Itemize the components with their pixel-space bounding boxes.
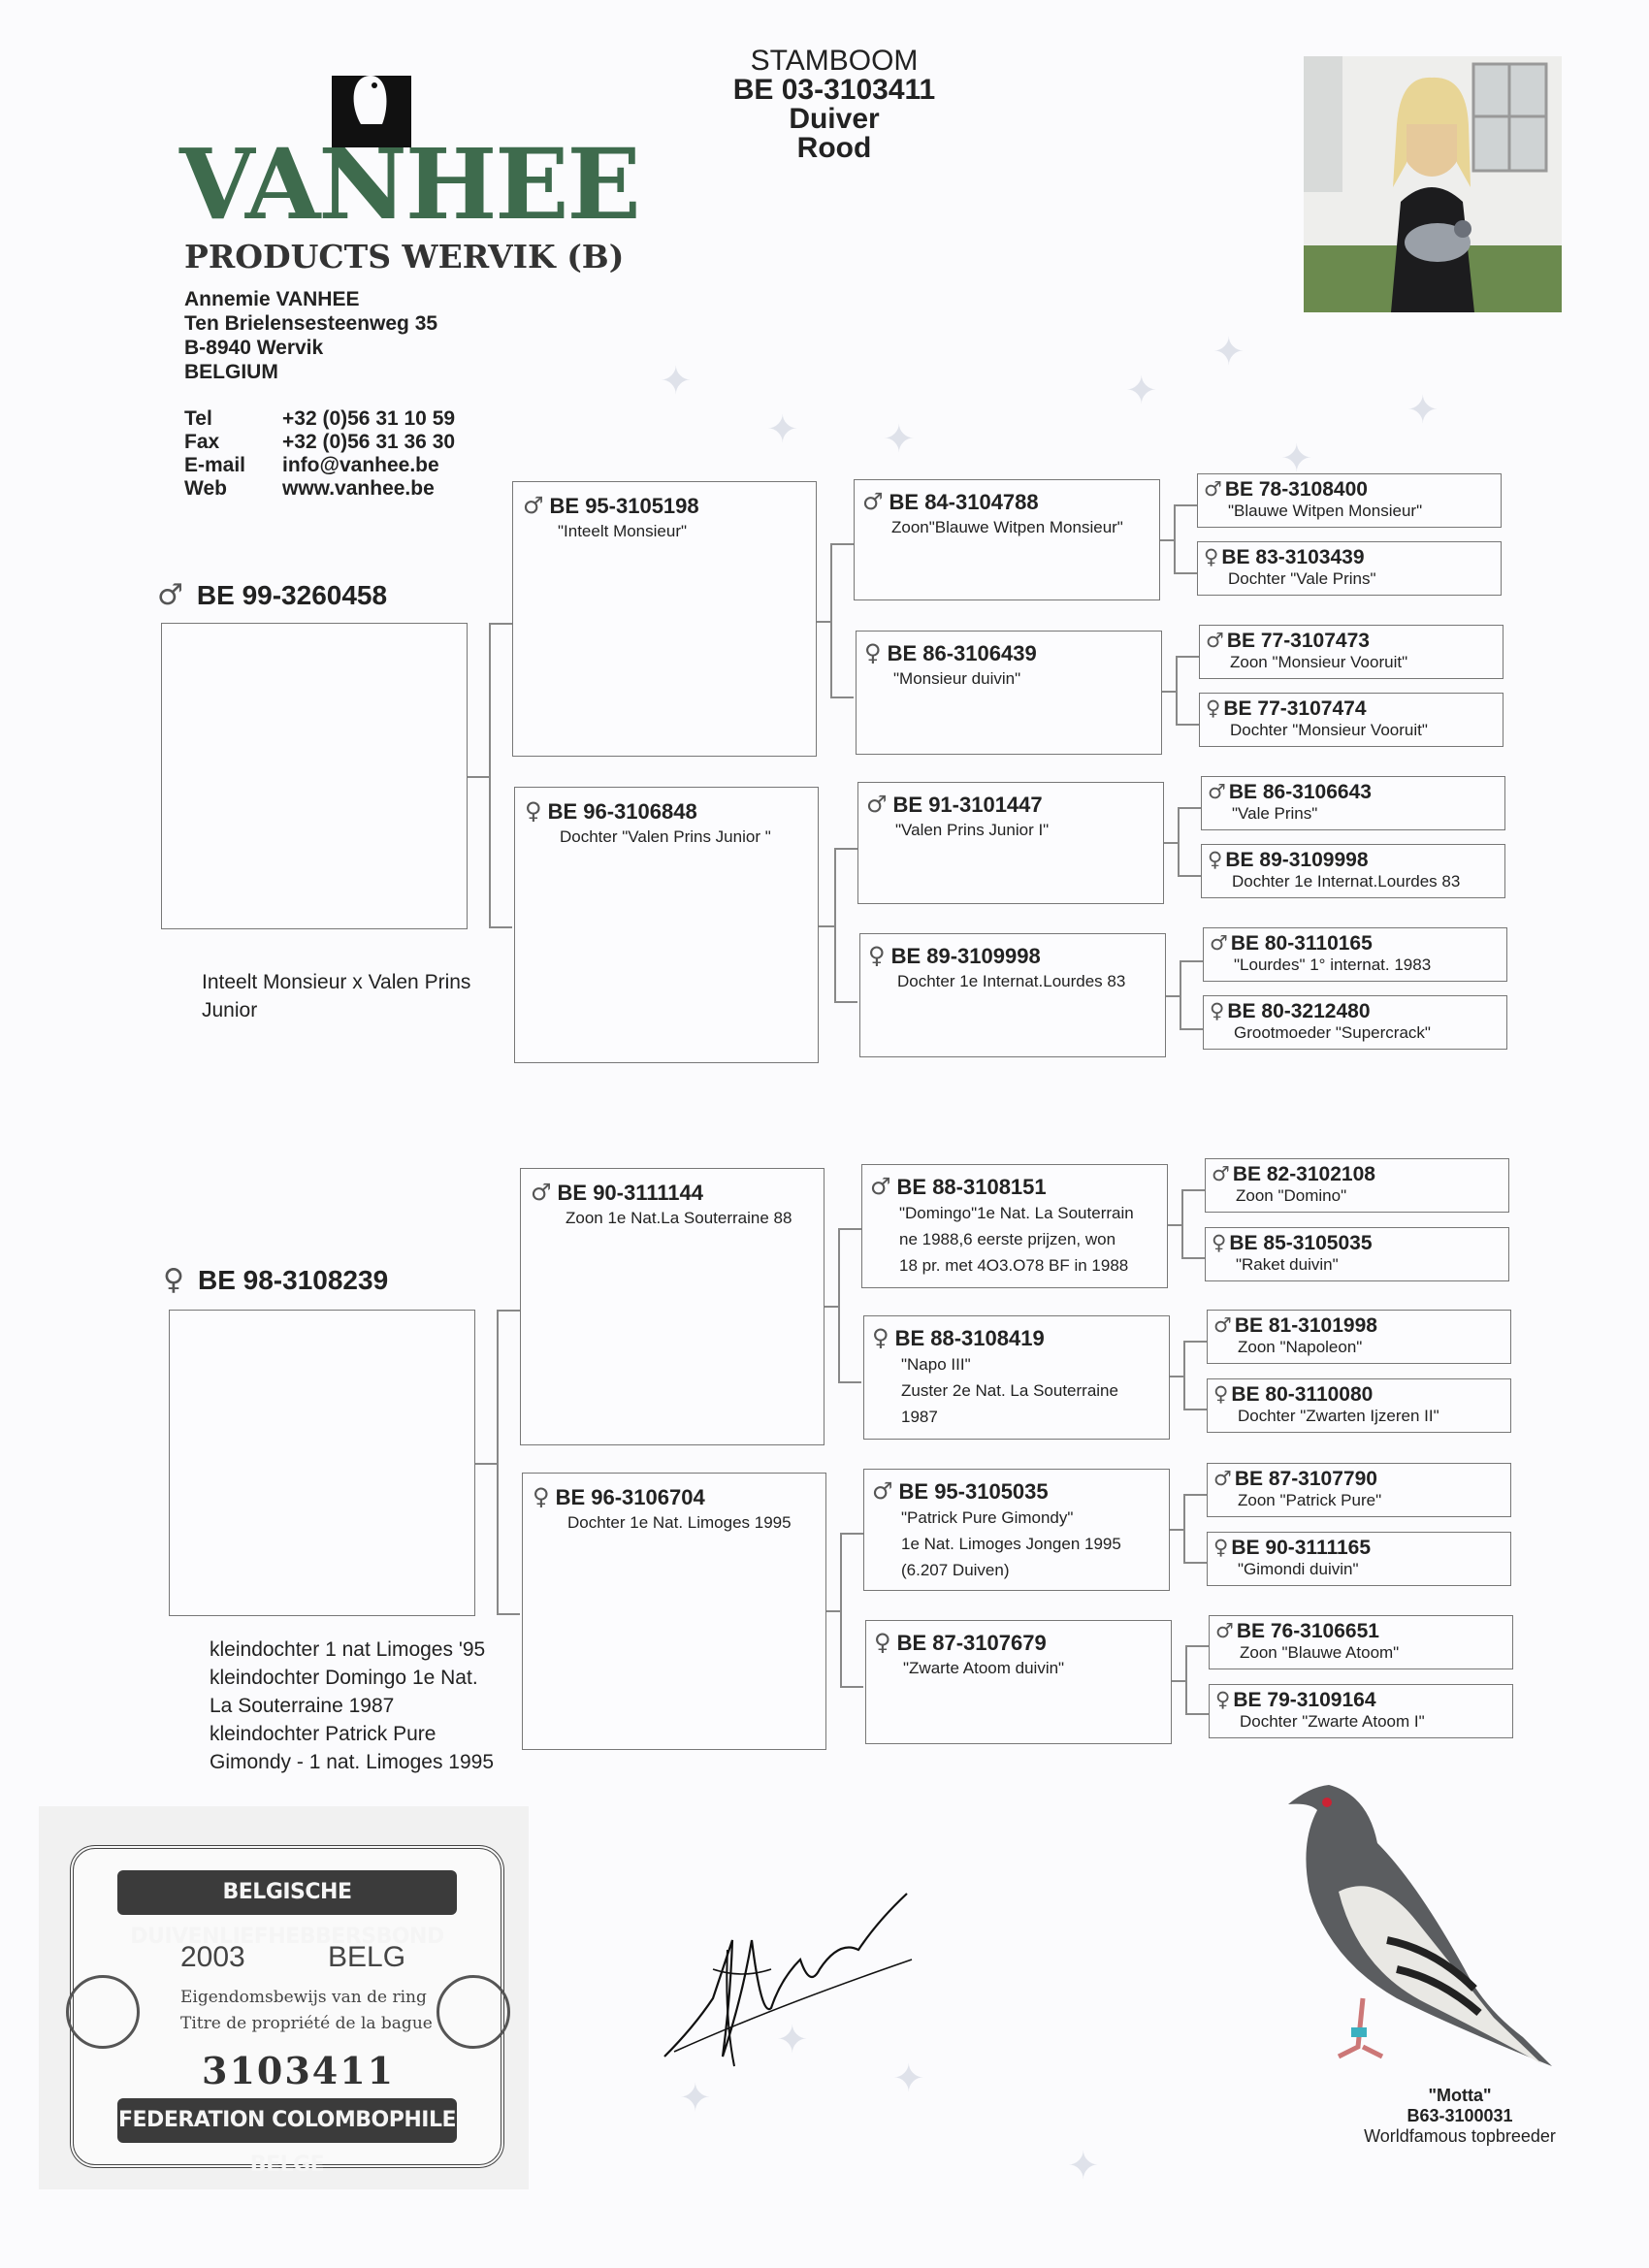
ring-number: BE 81-3101998 xyxy=(1234,1314,1377,1337)
male-symbol-icon: ♂ xyxy=(1213,1313,1232,1337)
contact-email-link[interactable]: info@vanhee.be xyxy=(282,454,439,476)
ring-number: BE 83-3103439 xyxy=(1221,546,1365,568)
connector-line xyxy=(1181,1189,1183,1257)
connector-line xyxy=(1174,504,1176,572)
connector-line xyxy=(1170,1376,1183,1377)
pedigree-box-gen3 xyxy=(1205,1227,1509,1281)
ring-number: BE 87-3107679 xyxy=(896,1631,1047,1655)
ring-certificate xyxy=(39,1806,529,2189)
ring-number: BE 86-3106439 xyxy=(887,641,1037,665)
description-line: "Patrick Pure Gimondy" xyxy=(901,1508,1074,1527)
female-symbol-icon: ♀ xyxy=(525,797,542,825)
connector-line xyxy=(830,543,854,545)
female-symbol-icon: ♀ xyxy=(533,1483,550,1510)
sire-ring-number: BE 99-3260458 xyxy=(196,580,388,610)
connector-line xyxy=(1183,1562,1207,1564)
connector-line xyxy=(1183,1341,1185,1409)
connector-line xyxy=(489,623,491,926)
male-symbol-icon: ♂ xyxy=(866,791,888,818)
connector-line xyxy=(1183,1494,1185,1562)
male-symbol-icon: ♂ xyxy=(862,488,884,515)
ring-number: BE 89-3109998 xyxy=(890,944,1041,968)
pedigree-box-gen3 xyxy=(1207,1378,1511,1433)
ring-number: BE 86-3106643 xyxy=(1228,781,1372,803)
certificate-ring-number: 3103411 xyxy=(202,2049,396,2092)
note-line: kleindochter 1 nat Limoges '95 xyxy=(210,1638,486,1661)
background-bird-icon: ✦ xyxy=(1280,437,1313,481)
connector-line xyxy=(1172,1680,1185,1682)
description-line: "Gimondi duivin" xyxy=(1238,1560,1359,1578)
ring-number: BE 03-3103411 xyxy=(732,74,936,106)
ring-number: BE 87-3107790 xyxy=(1234,1468,1377,1490)
connector-line xyxy=(834,1001,857,1003)
background-bird-icon: ✦ xyxy=(883,417,916,462)
contact-value: +32 (0)56 31 10 59 xyxy=(282,407,456,430)
ring-number: BE 96-3106848 xyxy=(547,799,697,824)
female-symbol-icon: ♀ xyxy=(1213,1382,1229,1406)
connector-line xyxy=(475,1463,497,1465)
male-symbol-icon: ♂ xyxy=(523,492,544,519)
connector-line xyxy=(819,925,834,927)
company-contact xyxy=(184,407,455,501)
male-symbol-icon: ♂ xyxy=(1204,477,1222,501)
connector-line xyxy=(497,1310,499,1613)
connector-line xyxy=(1185,1713,1209,1715)
pigeon-motta-image xyxy=(1271,1775,1562,2095)
background-bird-icon: ✦ xyxy=(1212,330,1245,374)
connector-line xyxy=(1176,724,1199,726)
pedigree-box-gen3 xyxy=(1199,693,1504,747)
pedigree-title-block xyxy=(718,47,951,163)
dam-photo-placeholder xyxy=(169,1310,475,1616)
connector-line xyxy=(1180,1028,1203,1030)
pedigree-box-gen3 xyxy=(1207,1532,1511,1586)
ring-number: BE 77-3107473 xyxy=(1226,630,1370,652)
dam-note xyxy=(210,1636,494,1776)
connector-line xyxy=(817,621,830,623)
connector-line xyxy=(824,1306,838,1308)
female-symbol-icon: ♀ xyxy=(1206,697,1221,720)
dam-ring-number: BE 98-3108239 xyxy=(197,1265,389,1295)
description-line: "Monsieur duivin" xyxy=(893,669,1021,688)
certificate-footer: FEDERATION COLOMBOPHILE BELGE xyxy=(117,2098,457,2143)
male-symbol-icon: ♂ xyxy=(1213,1467,1232,1490)
note-line: La Souterraine 1987 xyxy=(210,1695,395,1717)
connector-line xyxy=(1183,1409,1207,1410)
pedigree-box-gen2 xyxy=(863,1315,1170,1440)
connector-line xyxy=(1174,504,1197,506)
description-line: "Vale Prins" xyxy=(1232,804,1318,823)
certificate-line-nl: Eigendomsbewijs van de ring xyxy=(180,1988,427,2007)
male-symbol-icon: ♂ xyxy=(157,578,183,612)
description-line: Dochter 1e Internat.Lourdes 83 xyxy=(897,972,1126,990)
breeder-caption-text: Worldfamous topbreeder xyxy=(1364,2126,1556,2146)
connector-line xyxy=(1180,960,1203,962)
pedigree-box-dam-dam xyxy=(522,1473,826,1750)
pedigree-box-gen2 xyxy=(865,1620,1172,1744)
connector-line xyxy=(1185,1645,1187,1713)
ring-number: BE 96-3106704 xyxy=(555,1485,705,1509)
contact-label: Tel xyxy=(184,407,212,430)
description-line: "Valen Prins Junior I" xyxy=(895,821,1050,839)
description-line: "Zwarte Atoom duivin" xyxy=(903,1659,1065,1677)
pedigree-box-gen3 xyxy=(1209,1615,1513,1669)
ring-number: BE 95-3105035 xyxy=(898,1479,1049,1504)
note-line: kleindochter Domingo 1e Nat. xyxy=(210,1667,478,1689)
address-line: Ten Brielensesteenweg 35 xyxy=(184,312,438,335)
certificate-line-fr: Titre de propriété de la bague xyxy=(180,2014,433,2033)
pedigree-box-gen3 xyxy=(1205,1158,1509,1213)
connector-line xyxy=(489,623,512,625)
pedigree-box-gen2 xyxy=(854,479,1160,600)
connector-line xyxy=(497,1310,520,1312)
female-symbol-icon: ♀ xyxy=(1212,1231,1227,1254)
description-line: "Blauwe Witpen Monsieur" xyxy=(1228,502,1423,520)
background-bird-icon: ✦ xyxy=(766,407,799,452)
connector-line xyxy=(1180,960,1181,1028)
connector-line xyxy=(468,776,489,778)
male-symbol-icon: ♂ xyxy=(1215,1619,1234,1642)
connector-line xyxy=(1178,875,1201,877)
connector-line xyxy=(1164,842,1178,844)
description-line: Grootmoeder "Supercrack" xyxy=(1234,1023,1431,1042)
pedigree-box-gen2 xyxy=(856,631,1162,755)
female-symbol-icon: ♀ xyxy=(1213,1536,1229,1559)
description-line: Zoon "Domino" xyxy=(1236,1186,1347,1205)
connector-line xyxy=(1176,656,1178,724)
description-line: "Lourdes" 1° internat. 1983 xyxy=(1234,956,1432,974)
breeder-photo xyxy=(1304,56,1562,312)
description-line: Dochter "Vale Prins" xyxy=(1228,569,1376,588)
note-line: Junior xyxy=(202,999,258,1021)
female-symbol-icon: ♀ xyxy=(874,1629,891,1656)
connector-line xyxy=(840,1533,842,1688)
description-line: 1e Nat. Limoges Jongen 1995 xyxy=(901,1535,1121,1553)
connector-line xyxy=(497,1613,520,1615)
male-symbol-icon: ♂ xyxy=(1210,931,1228,955)
description-line: Zoon "Patrick Pure" xyxy=(1238,1491,1382,1509)
address-line: Annemie VANHEE xyxy=(184,288,360,310)
pedigree-box-gen3 xyxy=(1203,995,1507,1050)
pedigree-box-gen2 xyxy=(859,933,1166,1057)
connector-line xyxy=(840,1533,863,1535)
ring-number: BE 77-3107474 xyxy=(1223,697,1367,720)
company-subtitle: PRODUCTS WERVIK (B) xyxy=(184,238,625,275)
pedigree-box-gen3 xyxy=(1197,473,1502,528)
ornament-rosette-icon xyxy=(436,1975,510,2049)
handwritten-signature xyxy=(655,1882,917,2076)
female-symbol-icon: ♀ xyxy=(163,1263,184,1297)
description-line: ne 1988,6 eerste prijzen, won xyxy=(899,1230,1116,1248)
pedigree-box-gen2 xyxy=(857,782,1164,904)
ring-number: BE 90-3111165 xyxy=(1231,1537,1372,1559)
sire-note xyxy=(202,968,470,1024)
pedigree-box-gen3 xyxy=(1207,1463,1511,1517)
pedigree-box-gen3 xyxy=(1199,625,1504,679)
company-address xyxy=(184,287,437,384)
ring-number: BE 80-3110080 xyxy=(1231,1383,1374,1406)
sire-root-id xyxy=(157,578,387,612)
ring-number: BE 76-3106651 xyxy=(1236,1620,1379,1642)
ring-number: BE 90-3111144 xyxy=(557,1181,703,1205)
pedigree-box-gen2 xyxy=(861,1164,1168,1288)
description-line: Zuster 2e Nat. La Souterraine xyxy=(901,1381,1118,1400)
connector-line xyxy=(1166,995,1180,997)
description-line: 18 pr. met 4O3.O78 BF in 1988 xyxy=(899,1256,1129,1275)
ornament-rosette-icon xyxy=(66,1975,140,2049)
connector-line xyxy=(1170,1529,1183,1531)
breeder-ring: B63-3100031 xyxy=(1406,2106,1513,2125)
ring-number: BE 91-3101447 xyxy=(892,793,1043,817)
description-line: Dochter "Valen Prins Junior " xyxy=(560,827,771,846)
pigeon-color: Rood xyxy=(796,132,872,164)
ring-number: BE 88-3108419 xyxy=(894,1326,1045,1350)
background-bird-icon: ✦ xyxy=(776,2018,809,2062)
note-line: kleindochter Patrick Pure xyxy=(210,1723,436,1745)
note-line: Inteelt Monsieur x Valen Prins xyxy=(202,971,471,993)
connector-line xyxy=(1178,807,1180,875)
male-symbol-icon: ♂ xyxy=(870,1173,891,1200)
pedigree-box-gen3 xyxy=(1203,927,1507,982)
male-symbol-icon: ♂ xyxy=(531,1179,552,1206)
company-logo-text: VANHEE xyxy=(179,127,639,242)
description-line: "Raket duivin" xyxy=(1236,1255,1339,1274)
description-line: Zoon "Monsieur Vooruit" xyxy=(1230,653,1408,671)
ring-number: BE 78-3108400 xyxy=(1224,478,1368,501)
pedigree-box-gen3 xyxy=(1207,1310,1511,1364)
connector-line xyxy=(1183,1494,1207,1496)
connector-line xyxy=(1160,539,1174,541)
connector-line xyxy=(840,1686,863,1688)
ring-number: BE 80-3212480 xyxy=(1227,1000,1371,1022)
female-symbol-icon: ♀ xyxy=(868,942,886,969)
pedigree-box-sire-dam xyxy=(514,787,819,1063)
description-line: "Inteelt Monsieur" xyxy=(558,522,688,540)
description-line: 1987 xyxy=(901,1408,938,1426)
female-symbol-icon: ♀ xyxy=(872,1324,889,1351)
pedigree-box-gen3 xyxy=(1201,844,1505,898)
contact-web-link[interactable]: www.vanhee.be xyxy=(282,477,435,500)
description-line: Zoon"Blauwe Witpen Monsieur" xyxy=(891,518,1123,536)
description-line: Dochter "Zwarte Atoom I" xyxy=(1240,1712,1425,1731)
dam-root-id xyxy=(163,1263,388,1297)
address-line: BELGIUM xyxy=(184,361,278,383)
ring-number: BE 85-3105035 xyxy=(1229,1232,1373,1254)
connector-line xyxy=(838,1381,861,1383)
female-symbol-icon: ♀ xyxy=(1204,545,1219,568)
pedigree-box-gen2 xyxy=(863,1469,1170,1591)
description-line: Dochter 1e Internat.Lourdes 83 xyxy=(1232,872,1461,891)
description-line: Dochter "Zwarten Ijzeren II" xyxy=(1238,1407,1439,1425)
connector-line xyxy=(1185,1645,1209,1647)
connector-line xyxy=(830,543,832,698)
background-bird-icon: ✦ xyxy=(1406,388,1439,433)
ring-number: BE 88-3108151 xyxy=(896,1175,1047,1199)
connector-line xyxy=(834,848,857,850)
description-line: Zoon "Napoleon" xyxy=(1238,1338,1363,1356)
female-symbol-icon: ♀ xyxy=(1208,848,1223,871)
background-bird-icon: ✦ xyxy=(660,359,693,404)
ring-number: BE 79-3109164 xyxy=(1233,1689,1376,1711)
connector-line xyxy=(838,1228,840,1383)
background-bird-icon: ✦ xyxy=(892,2057,925,2101)
background-bird-icon: ✦ xyxy=(1125,369,1158,413)
connector-line xyxy=(1183,1341,1207,1343)
ring-number: BE 95-3105198 xyxy=(549,494,699,518)
connector-line xyxy=(1174,572,1197,574)
description-line: (6.207 Duiven) xyxy=(901,1561,1010,1579)
certificate-country: BELG xyxy=(328,1941,406,1973)
female-symbol-icon: ♀ xyxy=(1210,999,1225,1022)
male-symbol-icon: ♂ xyxy=(1208,780,1226,803)
certificate-year: 2003 xyxy=(180,1941,245,1973)
pedigree-box-sire-sire xyxy=(512,481,817,757)
description-line: Dochter 1e Nat. Limoges 1995 xyxy=(567,1513,792,1532)
page-title: STAMBOOM xyxy=(750,45,919,77)
pedigree-box-dam-sire xyxy=(520,1168,824,1445)
connector-line xyxy=(838,1228,861,1230)
breeder-name: "Motta" xyxy=(1428,2086,1492,2105)
connector-line xyxy=(826,1610,840,1612)
sire-photo-placeholder xyxy=(161,623,468,929)
connector-line xyxy=(830,697,854,698)
description-line: Dochter "Monsieur Vooruit" xyxy=(1230,721,1428,739)
contact-value: +32 (0)56 31 36 30 xyxy=(282,431,456,453)
description-line: "Domingo"1e Nat. La Souterrain xyxy=(899,1204,1134,1222)
background-bird-icon: ✦ xyxy=(679,2076,712,2121)
contact-label: Fax xyxy=(184,431,220,453)
ring-number: BE 89-3109998 xyxy=(1225,849,1369,871)
contact-label: E-mail xyxy=(184,454,246,476)
pedigree-box-gen3 xyxy=(1201,776,1505,830)
description-line: "Napo III" xyxy=(901,1355,971,1374)
male-symbol-icon: ♂ xyxy=(1206,629,1224,652)
description-line: Zoon 1e Nat.La Souterraine 88 xyxy=(566,1209,792,1227)
male-symbol-icon: ♂ xyxy=(1212,1162,1230,1185)
female-symbol-icon: ♀ xyxy=(1215,1688,1231,1711)
description-line: Zoon "Blauwe Atoom" xyxy=(1240,1643,1400,1662)
certificate-header: BELGISCHE DUIVENLIEFHEBBERSBOND xyxy=(117,1870,457,1915)
contact-label: Web xyxy=(184,477,227,500)
connector-line xyxy=(1181,1189,1205,1191)
connector-line xyxy=(1176,656,1199,658)
note-line: Gimondy - 1 nat. Limoges 1995 xyxy=(210,1751,494,1773)
male-symbol-icon: ♂ xyxy=(872,1477,893,1505)
connector-line xyxy=(1181,1257,1205,1259)
pedigree-box-gen3 xyxy=(1197,541,1502,596)
ring-number: BE 80-3110165 xyxy=(1230,932,1373,955)
ring-number: BE 84-3104788 xyxy=(889,490,1039,514)
connector-line xyxy=(1162,691,1176,693)
certificate-frame xyxy=(70,1845,504,2177)
breeder-caption xyxy=(1324,2086,1596,2147)
connector-line xyxy=(1168,1224,1181,1226)
connector-line xyxy=(1178,807,1201,809)
pigeon-sex: Duiver xyxy=(789,103,880,135)
background-bird-icon: ✦ xyxy=(1067,2144,1100,2188)
address-line: B-8940 Wervik xyxy=(184,337,324,359)
female-symbol-icon: ♀ xyxy=(864,639,882,666)
connector-line xyxy=(489,926,512,928)
pedigree-box-gen3 xyxy=(1209,1684,1513,1738)
ring-number: BE 82-3102108 xyxy=(1232,1163,1375,1185)
connector-line xyxy=(834,848,836,1003)
